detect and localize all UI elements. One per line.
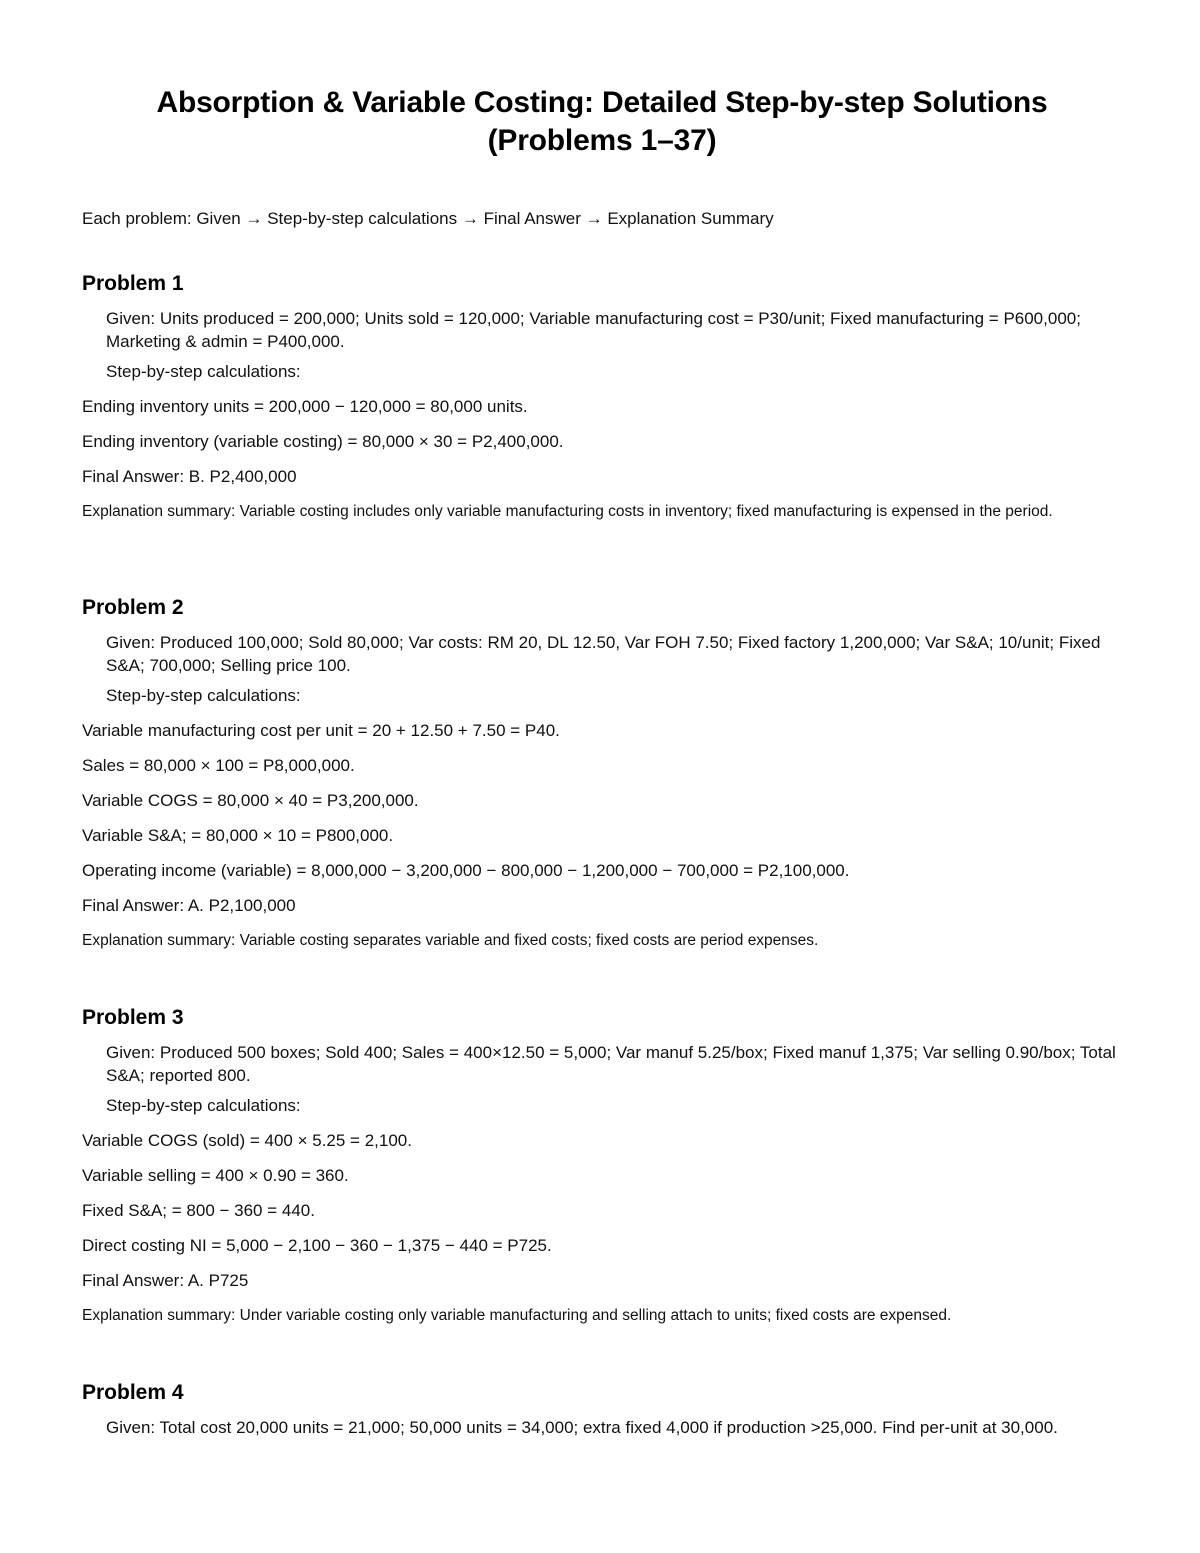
calculation-step: Variable COGS = 80,000 × 40 = P3,200,000.	[82, 791, 419, 810]
calculation-step: Ending inventory units = 200,000 − 120,000 = 80,000 units.	[82, 397, 528, 416]
explanation-summary: Explanation summary: Variable costing separates variable and fixed costs; fixed costs are period expenses.	[82, 932, 819, 949]
calculation-step: Variable selling = 400 × 0.90 = 360.	[82, 1166, 349, 1185]
problem-given: Given: Produced 500 boxes; Sold 400; Sales = 400×12.50 = 5,000; Var manuf 5.25/box; Fixed manuf 1,375; Var selling 0.90/box; Total S&A; reported 800.	[106, 1043, 1116, 1085]
explanation-summary: Explanation summary: Variable costing includes only variable manufacturing costs in inventory; fixed manufacturing is expensed in the period.	[82, 503, 1053, 520]
explanation-summary: Explanation summary: Under variable costing only variable manufacturing and selling attach to units; fixed costs are expensed.	[82, 1307, 952, 1324]
calculation-step: Operating income (variable) = 8,000,000 − 3,200,000 − 800,000 − 1,200,000 − 700,000 = P2,100,000.	[82, 861, 850, 880]
document-title: Absorption & Variable Costing: Detailed Step-by-step Solutions (Problems 1–37)	[156, 86, 1048, 157]
problem-heading: Problem 3	[82, 1006, 184, 1029]
steps-label: Step-by-step calculations:	[106, 686, 301, 705]
calculation-step: Direct costing NI = 5,000 − 2,100 − 360 − 1,375 − 440 = P725.	[82, 1236, 552, 1255]
calculation-step: Fixed S&A; = 800 − 360 = 440.	[82, 1201, 315, 1220]
problem-3	[82, 1005, 1122, 1327]
calculation-step: Sales = 80,000 × 100 = P8,000,000.	[82, 756, 355, 775]
final-answer: Final Answer: A. P2,100,000	[82, 896, 296, 915]
problem-given: Given: Total cost 20,000 units = 21,000; 50,000 units = 34,000; extra fixed 4,000 if production >25,000. Find per-unit at 30,000.	[106, 1418, 1058, 1437]
problem-heading: Problem 4	[82, 1381, 184, 1404]
problem-heading: Problem 2	[82, 596, 184, 619]
calculation-step: Ending inventory (variable costing) = 80,000 × 30 = P2,400,000.	[82, 432, 564, 451]
document-subtitle: Each problem: Given → Step-by-step calculations → Final Answer → Explanation Summary	[82, 209, 774, 228]
problem-1	[82, 271, 1122, 523]
problem-4	[82, 1380, 1122, 1439]
calculation-step: Variable manufacturing cost per unit = 20 + 12.50 + 7.50 = P40.	[82, 721, 560, 740]
problem-given: Given: Produced 100,000; Sold 80,000; Var costs: RM 20, DL 12.50, Var FOH 7.50; Fixed factory 1,200,000; Var S&A; 10/unit; Fixed S&A; 700,000; Selling price 100.	[106, 633, 1101, 675]
final-answer: Final Answer: A. P725	[82, 1271, 249, 1290]
calculation-step: Variable COGS (sold) = 400 × 5.25 = 2,100.	[82, 1131, 412, 1150]
problem-2	[82, 595, 1122, 952]
problem-heading: Problem 1	[82, 272, 184, 295]
steps-label: Step-by-step calculations:	[106, 1096, 301, 1115]
steps-label: Step-by-step calculations:	[106, 362, 301, 381]
document-page	[82, 84, 1122, 1437]
final-answer: Final Answer: B. P2,400,000	[82, 467, 297, 486]
problem-given: Given: Units produced = 200,000; Units sold = 120,000; Variable manufacturing cost = P30/unit; Fixed manufacturing = P600,000; Marketing & admin = P400,000.	[106, 309, 1081, 351]
calculation-step: Variable S&A; = 80,000 × 10 = P800,000.	[82, 826, 394, 845]
